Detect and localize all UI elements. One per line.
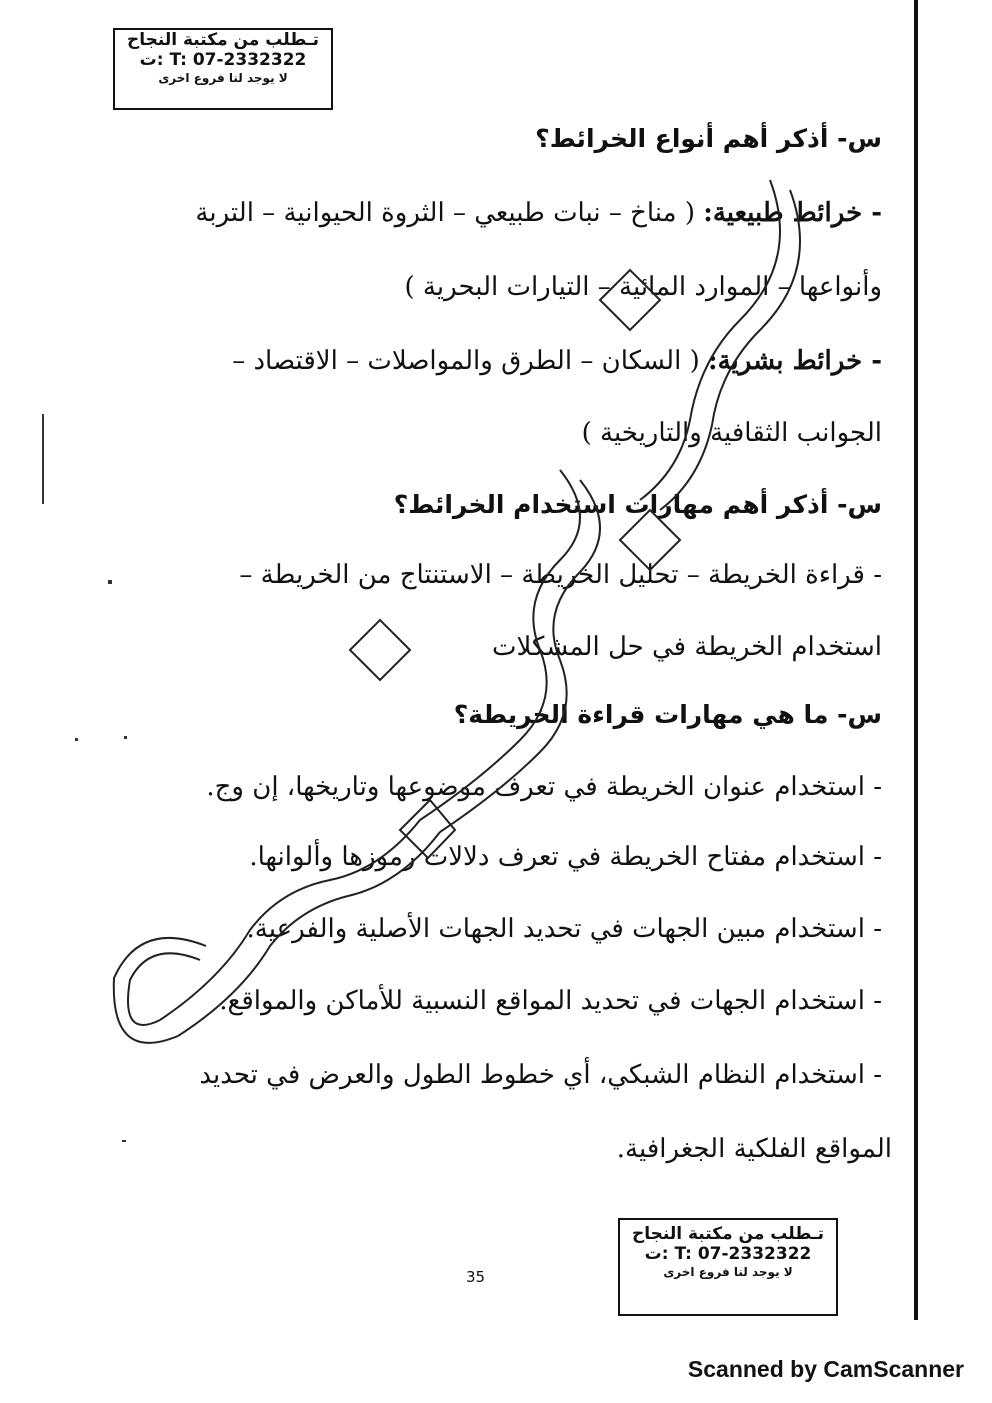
scanner-watermark-label: Scanned by CamScanner: [687, 1356, 964, 1382]
question-1: س- أذكر أهم أنواع الخرائط؟: [535, 124, 882, 153]
page-number: 35: [466, 1268, 486, 1286]
q2-answer: - قراءة الخريطة – تحليل الخريطة – الاستنتاج من الخريطة –: [239, 560, 882, 590]
q3-answer-1: - استخدام عنوان الخريطة في تعرف موضوعها وتاريخها، إن وج.: [206, 772, 882, 802]
scan-artifact: [42, 414, 44, 504]
stamp-phone: ت: T: 07-2332322: [644, 1244, 812, 1265]
answer-text: ( السكان – الطرق والمواصلات – الاقتصاد –: [232, 346, 708, 376]
scan-artifact: [75, 738, 78, 741]
q1-answer-human: [232, 346, 882, 376]
answer-label: - خرائط بشرية:: [707, 346, 882, 376]
scan-artifact: [124, 736, 127, 739]
answer-label: - خرائط طبيعية:: [703, 198, 882, 228]
q1-answer-natural: [195, 198, 882, 228]
stamp-title: تـطلب من مكتبة النجاح: [632, 1224, 824, 1244]
page-border-line: [914, 0, 918, 1320]
bookstore-stamp-top: [113, 28, 333, 110]
stamp-title: تـطلب من مكتبة النجاح: [127, 30, 319, 50]
scan-artifact: [122, 1140, 126, 1142]
q1-answer-human-cont: الجوانب الثقافية والتاريخية ): [581, 418, 882, 448]
scan-artifact: [108, 580, 112, 584]
answer-text: ( مناخ – نبات طبيعي – الثروة الحيوانية – التربة: [195, 198, 704, 228]
q3-answer-5: - استخدام النظام الشبكي، أي خطوط الطول والعرض في تحديد: [199, 1060, 882, 1090]
question-2: س- أذكر أهم مهارات استخدام الخرائط؟: [393, 490, 882, 519]
question-3: س- ما هي مهارات قراءة الخريطة؟: [453, 700, 882, 729]
stamp-note: لا يوجد لنا فروع اخرى: [663, 1264, 793, 1279]
q3-answer-3: - استخدام مبين الجهات في تحديد الجهات الأصلية والفرعية.: [246, 914, 882, 944]
q2-answer-cont: استخدام الخريطة في حل المشكلات: [491, 632, 882, 662]
stamp-note: لا يوجد لنا فروع اخرى: [158, 70, 288, 85]
q1-answer-natural-cont: وأنواعها – الموارد المائية – التيارات البحرية ): [404, 272, 882, 302]
q3-answer-5-cont: المواقع الفلكية الجغرافية.: [616, 1134, 892, 1164]
q3-answer-2: - استخدام مفتاح الخريطة في تعرف دلالات رموزها وألوانها.: [249, 842, 882, 872]
bookstore-stamp-bottom: [618, 1218, 838, 1316]
q3-answer-4: - استخدام الجهات في تحديد المواقع النسبية للأماكن والمواقع.: [219, 986, 882, 1016]
stamp-phone: ت: T: 07-2332322: [139, 50, 307, 71]
